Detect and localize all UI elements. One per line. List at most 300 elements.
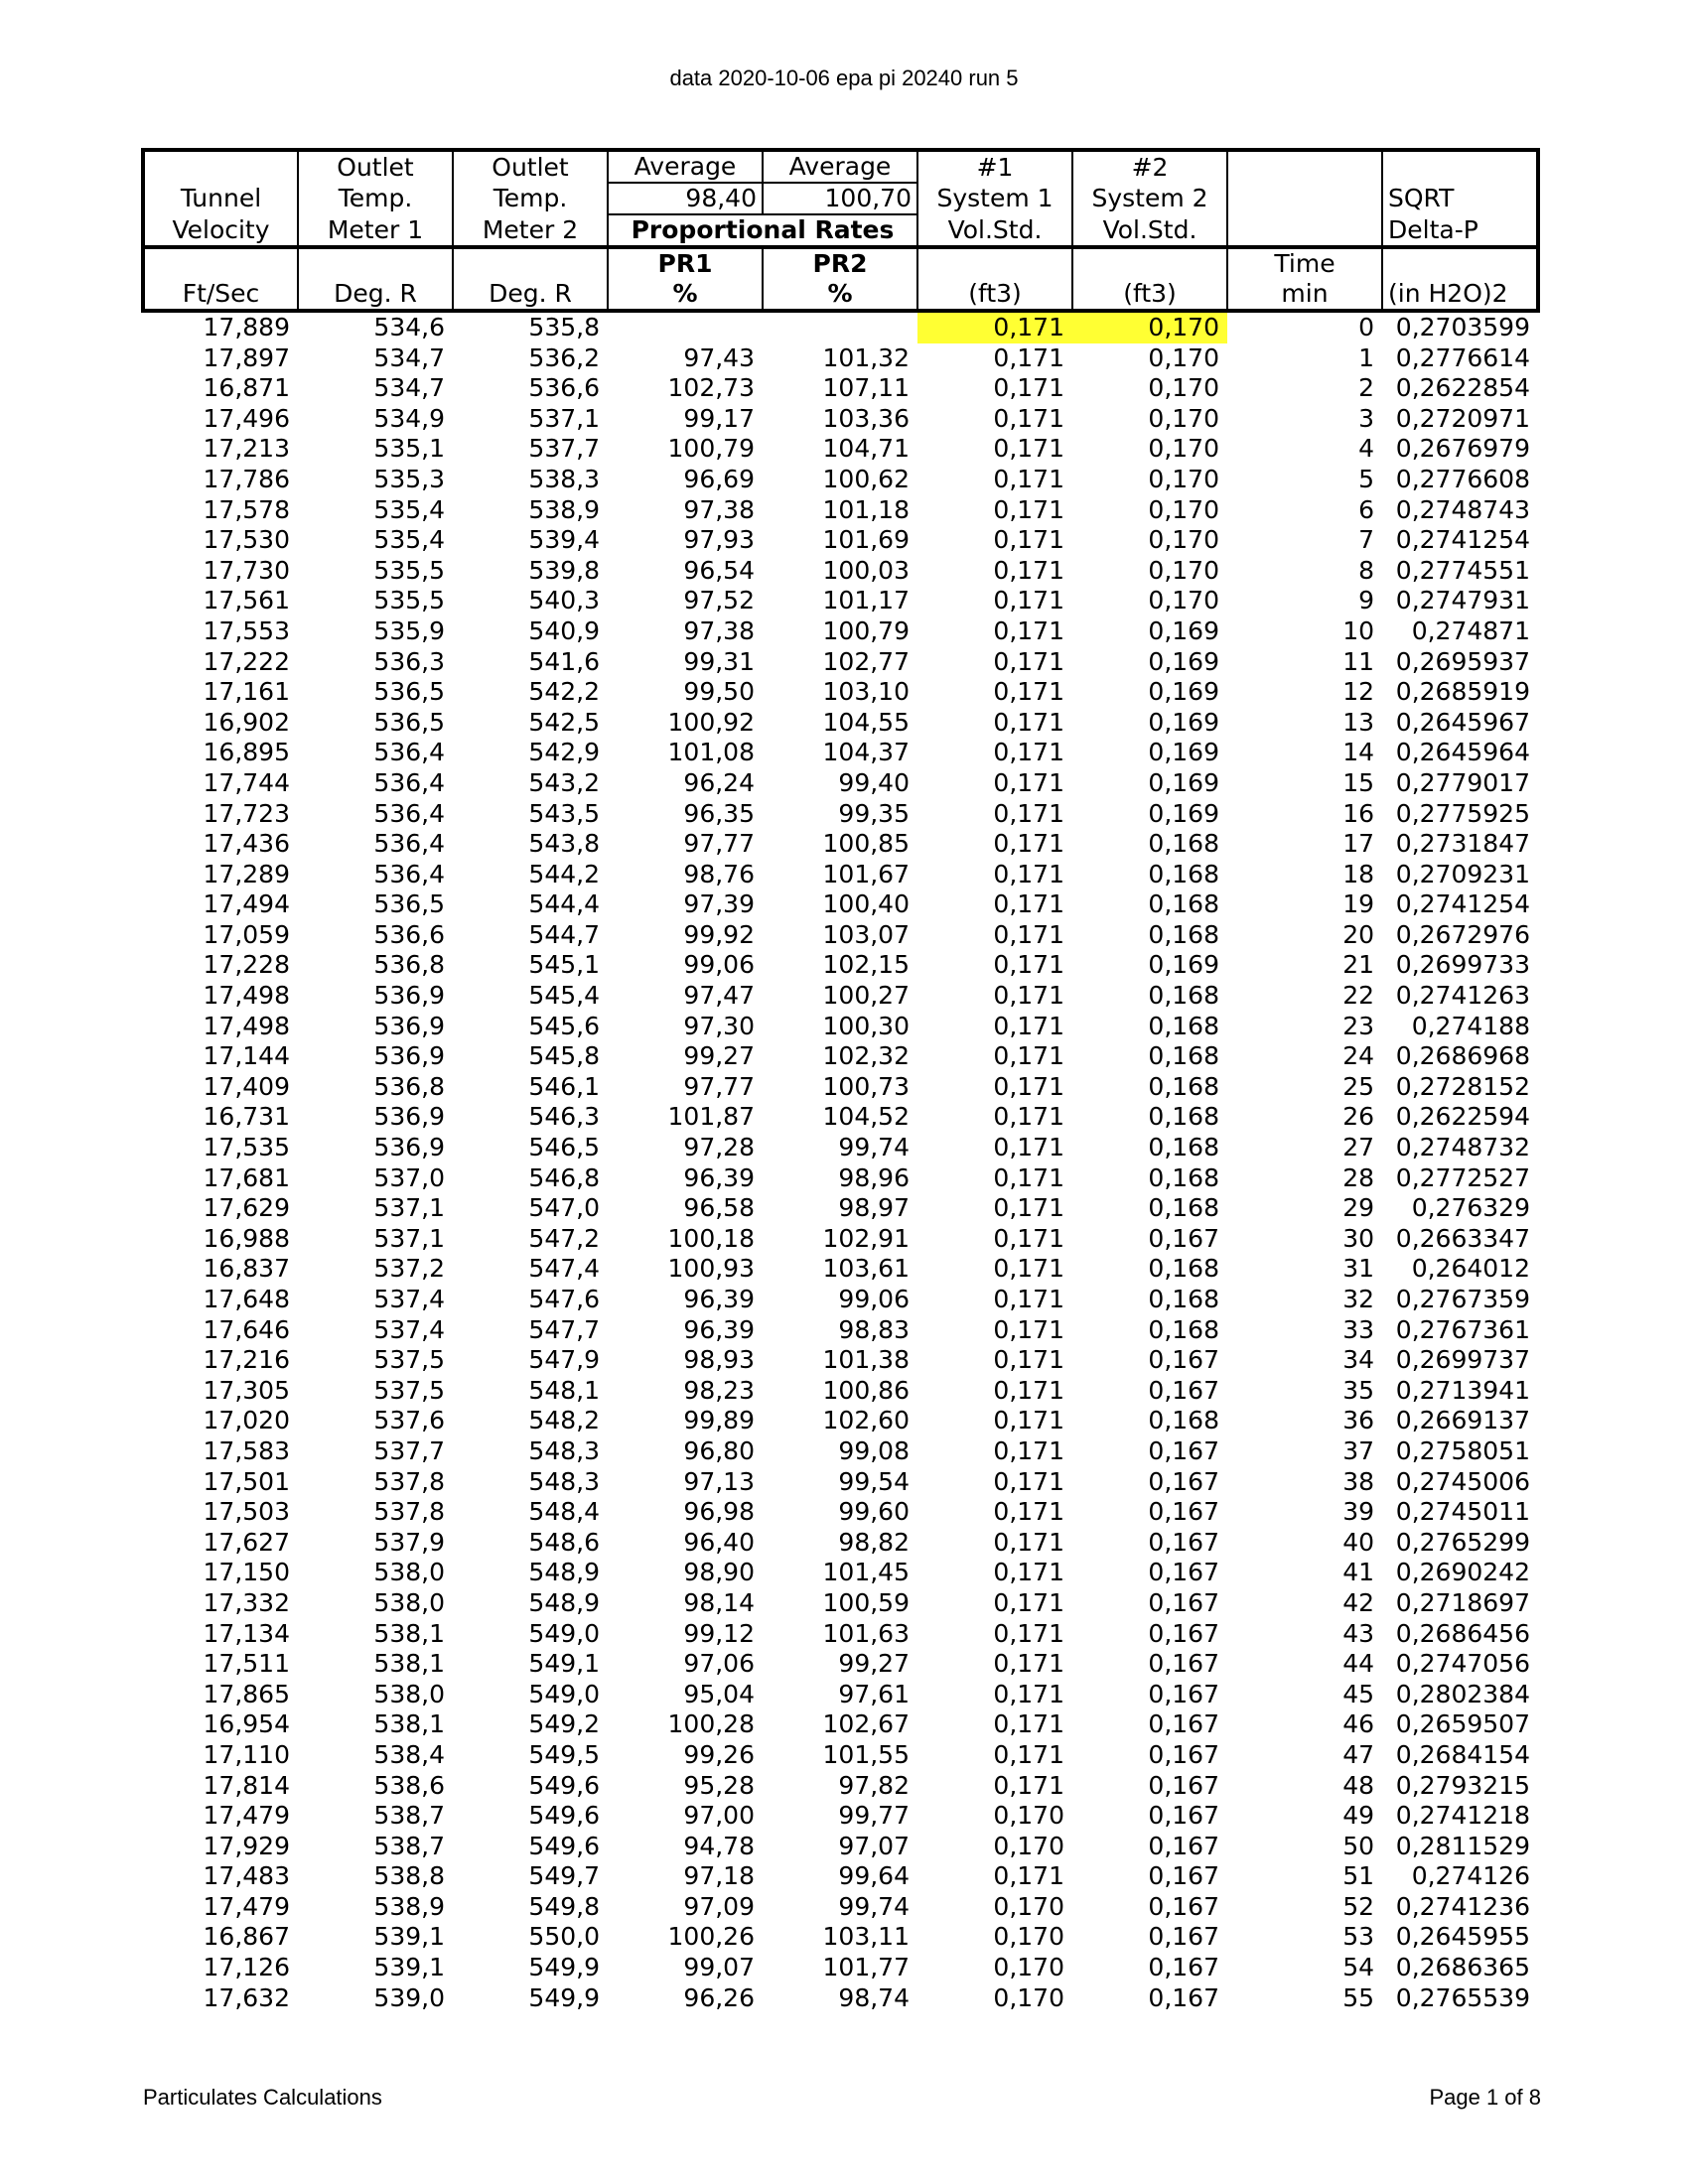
table-cell: 0,2767361	[1395, 1314, 1530, 1344]
header-cell: Time	[1227, 247, 1382, 279]
table-row	[143, 799, 1538, 830]
table-cell: 97,30	[683, 1011, 755, 1040]
table-row	[143, 1163, 1538, 1194]
table-cell: 17,897	[203, 342, 290, 372]
table-cell: 9	[1358, 586, 1374, 615]
table-row	[143, 1528, 1538, 1559]
header-cell: System 2	[1072, 183, 1227, 214]
table-cell: 536,5	[373, 677, 445, 707]
table-cell: 0,2811529	[1395, 1831, 1530, 1860]
table-cell	[763, 311, 917, 343]
table-cell: 0,2672976	[1395, 919, 1530, 949]
table-cell: 0,167	[1148, 1739, 1219, 1769]
table-cell: 99,60	[838, 1497, 910, 1527]
table-cell: 0,170	[993, 1982, 1064, 2012]
table-cell: 17,648	[203, 1285, 290, 1313]
table-cell: 0,171	[917, 311, 1072, 343]
table-cell: 4	[1358, 434, 1374, 464]
table-cell: 536,5	[373, 707, 445, 737]
header-cell: Average	[763, 150, 917, 183]
table-cell: 0,171	[993, 434, 1064, 464]
table-cell: 96,39	[683, 1314, 755, 1344]
table-cell: 0,171	[993, 798, 1064, 828]
table-cell: 0,167	[1148, 1709, 1219, 1739]
table-cell: 96,54	[683, 555, 755, 585]
table-cell: 548,3	[528, 1466, 600, 1496]
table-cell: 18	[1342, 859, 1374, 888]
table-cell: 0,169	[1148, 677, 1219, 707]
table-cell: 0,2802384	[1395, 1679, 1530, 1708]
table-cell: 55	[1342, 1982, 1374, 2012]
table-cell: 99,77	[838, 1801, 910, 1831]
table-cell: 40	[1342, 1527, 1374, 1557]
table-cell: 0,171	[993, 1314, 1064, 1344]
table-row	[143, 586, 1538, 616]
table-cell: 0,2776608	[1395, 464, 1530, 493]
table-cell: 547,7	[528, 1314, 600, 1344]
table-cell: 99,92	[683, 919, 755, 949]
table-cell: 46	[1342, 1709, 1374, 1739]
table-cell: 17,627	[203, 1527, 290, 1557]
table-cell: 0,2775925	[1395, 798, 1530, 828]
table-cell: 539,1	[373, 1953, 445, 1982]
header-cell: Outlet	[453, 150, 608, 183]
table-cell: 96,98	[683, 1497, 755, 1527]
table-cell: 100,62	[822, 464, 910, 493]
table-cell: 0,167	[1148, 1375, 1219, 1405]
header-cell: PR1	[608, 247, 763, 279]
table-cell: 538,1	[373, 1709, 445, 1739]
table-cell: 6	[1358, 494, 1374, 524]
table-cell: 99,06	[683, 950, 755, 980]
table-cell: 536,6	[528, 373, 600, 403]
table-cell: 100,27	[822, 981, 910, 1011]
table-cell: 17,723	[203, 798, 290, 828]
table-cell: 538,7	[373, 1831, 445, 1860]
table-row	[143, 1832, 1538, 1862]
table-cell: 0,167	[1148, 1982, 1219, 2012]
table-cell: 538,0	[373, 1679, 445, 1708]
table-cell: 534,6	[373, 313, 445, 341]
table-cell: 0,2731847	[1395, 829, 1530, 859]
table-cell: 536,6	[373, 919, 445, 949]
table-cell: 104,71	[822, 434, 910, 464]
table-cell: 0,171	[993, 1861, 1064, 1891]
table-cell: 97,18	[683, 1861, 755, 1891]
table-cell: 17,889	[203, 313, 290, 341]
table-cell: 0,276329	[1411, 1193, 1530, 1223]
table-cell: 17,498	[203, 1011, 290, 1040]
table-cell: 0,168	[1148, 1133, 1219, 1162]
table-row	[143, 1315, 1538, 1346]
header-cell: Deg. R	[298, 279, 453, 311]
table-cell: 21	[1342, 950, 1374, 980]
table-cell: 547,4	[528, 1254, 600, 1284]
table-cell: 544,4	[528, 889, 600, 919]
table-cell: 17,483	[203, 1861, 290, 1891]
table-cell: 548,2	[528, 1406, 600, 1435]
table-cell: 53	[1342, 1922, 1374, 1952]
table-cell: 0,171	[993, 1254, 1064, 1284]
table-cell	[608, 311, 763, 343]
table-cell: 17,553	[203, 615, 290, 645]
table-row	[143, 1892, 1538, 1923]
header-cell: System 1	[917, 183, 1072, 214]
table-cell: 0,170	[1148, 555, 1219, 585]
table-cell: 97,13	[683, 1466, 755, 1496]
table-row	[143, 1953, 1538, 1983]
table-cell: 96,39	[683, 1162, 755, 1192]
table-row	[143, 860, 1538, 890]
table-cell: 0,2713941	[1395, 1375, 1530, 1405]
header-cell	[1382, 150, 1538, 183]
table-row	[143, 1436, 1538, 1467]
table-cell: 101,67	[822, 859, 910, 888]
table-cell: 17,530	[203, 525, 290, 555]
header-cell: Temp.	[298, 183, 453, 214]
table-cell: 0,2718697	[1395, 1587, 1530, 1617]
table-cell: 1	[1358, 342, 1374, 372]
table-cell: 17,535	[203, 1133, 290, 1162]
table-cell: 98,76	[683, 859, 755, 888]
table-cell: 96,35	[683, 798, 755, 828]
table-cell: 535,9	[373, 615, 445, 645]
table-cell: 0,2690242	[1395, 1558, 1530, 1587]
table-cell: 537,1	[373, 1193, 445, 1223]
table-cell: 3	[1358, 403, 1374, 433]
table-cell: 98,96	[838, 1162, 910, 1192]
table-row	[143, 1254, 1538, 1285]
table-row	[143, 1771, 1538, 1802]
table-cell: 0,2758051	[1395, 1435, 1530, 1465]
table-cell: 11	[1342, 646, 1374, 676]
table-cell: 17,511	[203, 1649, 290, 1679]
table-cell: 13	[1342, 707, 1374, 737]
table-cell: 0,171	[993, 646, 1064, 676]
table-cell: 19	[1342, 889, 1374, 919]
table-cell: 102,60	[822, 1406, 910, 1435]
table-cell: 0,171	[993, 1497, 1064, 1527]
table-cell: 22	[1342, 981, 1374, 1011]
table-cell: 101,87	[667, 1102, 755, 1132]
table-row	[143, 343, 1538, 374]
table-cell: 17,144	[203, 1041, 290, 1071]
table-cell: 536,3	[373, 646, 445, 676]
table-cell: 536,9	[373, 981, 445, 1011]
table-cell: 17,498	[203, 981, 290, 1011]
table-cell: 16	[1342, 798, 1374, 828]
table-cell: 540,3	[528, 586, 600, 615]
table-cell: 536,2	[528, 342, 600, 372]
table-cell: 537,7	[373, 1435, 445, 1465]
table-cell: 0,171	[993, 403, 1064, 433]
table-cell: 49	[1342, 1801, 1374, 1831]
table-cell: 0,2686365	[1395, 1953, 1530, 1982]
table-row	[143, 950, 1538, 981]
table-cell: 100,40	[822, 889, 910, 919]
table-cell: 549,0	[528, 1679, 600, 1708]
footer-left: Particulates Calculations	[143, 2085, 382, 2110]
table-cell: 543,5	[528, 798, 600, 828]
table-cell: 538,1	[373, 1618, 445, 1648]
table-cell: 17,228	[203, 950, 290, 980]
table-cell: 0,171	[993, 1435, 1064, 1465]
table-cell: 535,3	[373, 464, 445, 493]
table-cell: 42	[1342, 1587, 1374, 1617]
table-cell: 0,2669137	[1395, 1406, 1530, 1435]
table-cell: 538,9	[528, 494, 600, 524]
table-cell: 36	[1342, 1406, 1374, 1435]
table-cell: 0,167	[1148, 1922, 1219, 1952]
table-cell: 97,06	[683, 1649, 755, 1679]
table-cell: 0,2709231	[1395, 859, 1530, 888]
table-cell: 17,059	[203, 919, 290, 949]
table-cell: 102,77	[822, 646, 910, 676]
table-cell: 0,2741218	[1395, 1801, 1530, 1831]
table-row	[143, 1649, 1538, 1680]
table-cell: 44	[1342, 1649, 1374, 1679]
table-row	[143, 1133, 1538, 1163]
table-cell: 0,167	[1148, 1953, 1219, 1982]
table-cell: 0,171	[993, 707, 1064, 737]
table-cell: 100,86	[822, 1375, 910, 1405]
table-cell: 0,171	[993, 1587, 1064, 1617]
table-cell: 0,2747931	[1395, 586, 1530, 615]
table-cell: 0,171	[993, 464, 1064, 493]
table-row	[143, 1072, 1538, 1103]
header-cell	[298, 247, 453, 279]
table-cell: 0,170	[1148, 525, 1219, 555]
table-cell: 17,494	[203, 889, 290, 919]
table-cell: 0,2772527	[1395, 1162, 1530, 1192]
table-cell: 0,171	[993, 494, 1064, 524]
table-cell: 17,578	[203, 494, 290, 524]
table-cell: 535,5	[373, 555, 445, 585]
table-cell: 537,4	[373, 1314, 445, 1344]
table-cell: 0,2776614	[1395, 342, 1530, 372]
table-cell: 0,167	[1148, 1435, 1219, 1465]
table-row	[143, 311, 1538, 343]
table-cell: 0,167	[1148, 1587, 1219, 1617]
table-row	[143, 647, 1538, 678]
table-cell: 542,5	[528, 707, 600, 737]
table-cell: 17,730	[203, 555, 290, 585]
table-cell: 0,171	[993, 1558, 1064, 1587]
table-cell: 537,1	[528, 403, 600, 433]
header-cell	[143, 247, 298, 279]
table-cell: 0,167	[1148, 1618, 1219, 1648]
table-cell: 539,8	[528, 555, 600, 585]
table-cell: 48	[1342, 1770, 1374, 1800]
table-cell: 99,50	[683, 677, 755, 707]
table-cell: 100,85	[822, 829, 910, 859]
table-cell: 540,9	[528, 615, 600, 645]
table-cell: 549,7	[528, 1861, 600, 1891]
table-cell: 25	[1342, 1071, 1374, 1101]
table-cell: 538,7	[373, 1801, 445, 1831]
header-cell: (ft3)	[1072, 279, 1227, 311]
table-cell: 549,2	[528, 1709, 600, 1739]
table-cell: 16,731	[203, 1102, 290, 1132]
table-cell: 96,80	[683, 1435, 755, 1465]
table-cell: 0,2765299	[1395, 1527, 1530, 1557]
table-cell: 17,213	[203, 434, 290, 464]
table-cell: 0,2728152	[1395, 1071, 1530, 1101]
table-row	[143, 1285, 1538, 1315]
table-cell: 543,2	[528, 767, 600, 797]
table-cell: 0,170	[1072, 311, 1227, 343]
table-cell: 538,1	[373, 1649, 445, 1679]
table-cell: 536,4	[373, 859, 445, 888]
table-cell: 0,2745011	[1395, 1497, 1530, 1527]
table-cell: 101,45	[822, 1558, 910, 1587]
header-cell: %	[763, 279, 917, 311]
table-cell: 0,2774551	[1395, 555, 1530, 585]
table-cell: 0,170	[993, 1891, 1064, 1921]
table-cell: 98,93	[683, 1345, 755, 1375]
table-cell: 100,79	[822, 615, 910, 645]
table-cell: 17,150	[203, 1558, 290, 1587]
table-cell: 0,2622854	[1395, 373, 1530, 403]
header-row-4	[143, 247, 1538, 279]
table-cell: 548,4	[528, 1497, 600, 1527]
table-cell: 0,170	[993, 1922, 1064, 1952]
table-cell: 102,15	[822, 950, 910, 980]
table-cell: 15	[1342, 767, 1374, 797]
table-cell: 99,74	[838, 1133, 910, 1162]
table-cell: 538,0	[373, 1587, 445, 1617]
header-cell: Vol.Std.	[1072, 214, 1227, 247]
table-cell: 536,9	[373, 1011, 445, 1040]
table-cell: 99,54	[838, 1466, 910, 1496]
table-row	[143, 1041, 1538, 1072]
table-cell: 97,07	[838, 1831, 910, 1860]
header-cell: Tunnel	[143, 183, 298, 214]
table-body	[143, 311, 1538, 2013]
table-cell: 99,12	[683, 1618, 755, 1648]
table-cell: 52	[1342, 1891, 1374, 1921]
table-cell: 548,1	[528, 1375, 600, 1405]
table-cell: 103,10	[822, 677, 910, 707]
table-cell: 0,168	[1148, 1314, 1219, 1344]
table-cell: 538,0	[373, 1558, 445, 1587]
table-cell: 537,4	[373, 1285, 445, 1313]
table-cell: 549,6	[528, 1831, 600, 1860]
table-cell: 537,1	[373, 1223, 445, 1253]
table-cell: 546,3	[528, 1102, 600, 1132]
table-cell: 548,3	[528, 1435, 600, 1465]
header-cell: Meter 1	[298, 214, 453, 247]
table-cell: 545,1	[528, 950, 600, 980]
table-cell: 544,7	[528, 919, 600, 949]
table-cell: 97,09	[683, 1891, 755, 1921]
table-cell: 0,168	[1148, 1011, 1219, 1040]
table-cell: 543,8	[528, 829, 600, 859]
table-cell: 16,988	[203, 1223, 290, 1253]
table-cell: 0,171	[993, 1133, 1064, 1162]
table-cell: 536,8	[373, 950, 445, 980]
table-cell: 537,2	[373, 1254, 445, 1284]
table-cell: 0,2748743	[1395, 494, 1530, 524]
table-cell: 542,2	[528, 677, 600, 707]
table-cell: 536,4	[373, 738, 445, 767]
table-cell: 98,82	[838, 1527, 910, 1557]
header-cell	[143, 150, 298, 183]
table-row	[143, 677, 1538, 708]
table-row	[143, 1680, 1538, 1710]
table-cell: 98,74	[838, 1982, 910, 2012]
table-cell: 97,38	[683, 615, 755, 645]
table-cell: 97,93	[683, 525, 755, 555]
table-cell: 0,2741254	[1395, 889, 1530, 919]
table-cell: 537,8	[373, 1466, 445, 1496]
table-cell: 33	[1342, 1314, 1374, 1344]
header-row-1	[143, 150, 1538, 183]
table-cell: 0,171	[993, 677, 1064, 707]
table-cell: 0,2645967	[1395, 707, 1530, 737]
table-cell: 16,954	[203, 1709, 290, 1739]
table-cell: 95,28	[683, 1770, 755, 1800]
table-cell: 17,110	[203, 1739, 290, 1769]
table-cell: 32	[1342, 1285, 1374, 1313]
table-cell: 47	[1342, 1739, 1374, 1769]
table-row	[143, 1861, 1538, 1892]
table-cell: 17,681	[203, 1162, 290, 1192]
table-cell: 99,27	[683, 1041, 755, 1071]
table-row	[143, 1102, 1538, 1133]
table-cell: 536,9	[373, 1133, 445, 1162]
header-row-3	[143, 214, 1538, 247]
table-row	[143, 1012, 1538, 1042]
table-row	[143, 525, 1538, 556]
table-cell: 103,61	[822, 1254, 910, 1284]
table-cell: 0,171	[993, 1375, 1064, 1405]
table-cell: 538,3	[528, 464, 600, 493]
table-cell: 0,169	[1148, 798, 1219, 828]
table-cell: 547,2	[528, 1223, 600, 1253]
table-row	[143, 1588, 1538, 1619]
table-row	[143, 1619, 1538, 1650]
table-row	[143, 1467, 1538, 1498]
table-cell: 0,170	[1148, 464, 1219, 493]
table-cell: 0,171	[993, 981, 1064, 1011]
table-cell: 97,77	[683, 1071, 755, 1101]
table-cell: 5	[1358, 464, 1374, 493]
table-cell: 99,08	[838, 1435, 910, 1465]
table-row	[143, 1558, 1538, 1588]
table-cell: 30	[1342, 1223, 1374, 1253]
table-cell: 545,8	[528, 1041, 600, 1071]
table-cell: 17,646	[203, 1314, 290, 1344]
table-row	[143, 1983, 1538, 2014]
table-cell: 99,07	[683, 1953, 755, 1982]
table-cell: 35	[1342, 1375, 1374, 1405]
table-cell: 537,5	[373, 1375, 445, 1405]
table-cell: 0,2720971	[1395, 403, 1530, 433]
table-cell: 96,26	[683, 1982, 755, 2012]
table-cell: 17,134	[203, 1618, 290, 1648]
table-cell: 0,168	[1148, 919, 1219, 949]
table-cell: 539,0	[373, 1982, 445, 2012]
table-cell: 14	[1342, 738, 1374, 767]
table-cell: 0,169	[1148, 646, 1219, 676]
table-row	[143, 1922, 1538, 1953]
table-cell: 548,6	[528, 1527, 600, 1557]
table-cell: 0,167	[1148, 1345, 1219, 1375]
table-cell: 536,8	[373, 1071, 445, 1101]
table-cell: 96,24	[683, 767, 755, 797]
table-cell: 17,496	[203, 403, 290, 433]
